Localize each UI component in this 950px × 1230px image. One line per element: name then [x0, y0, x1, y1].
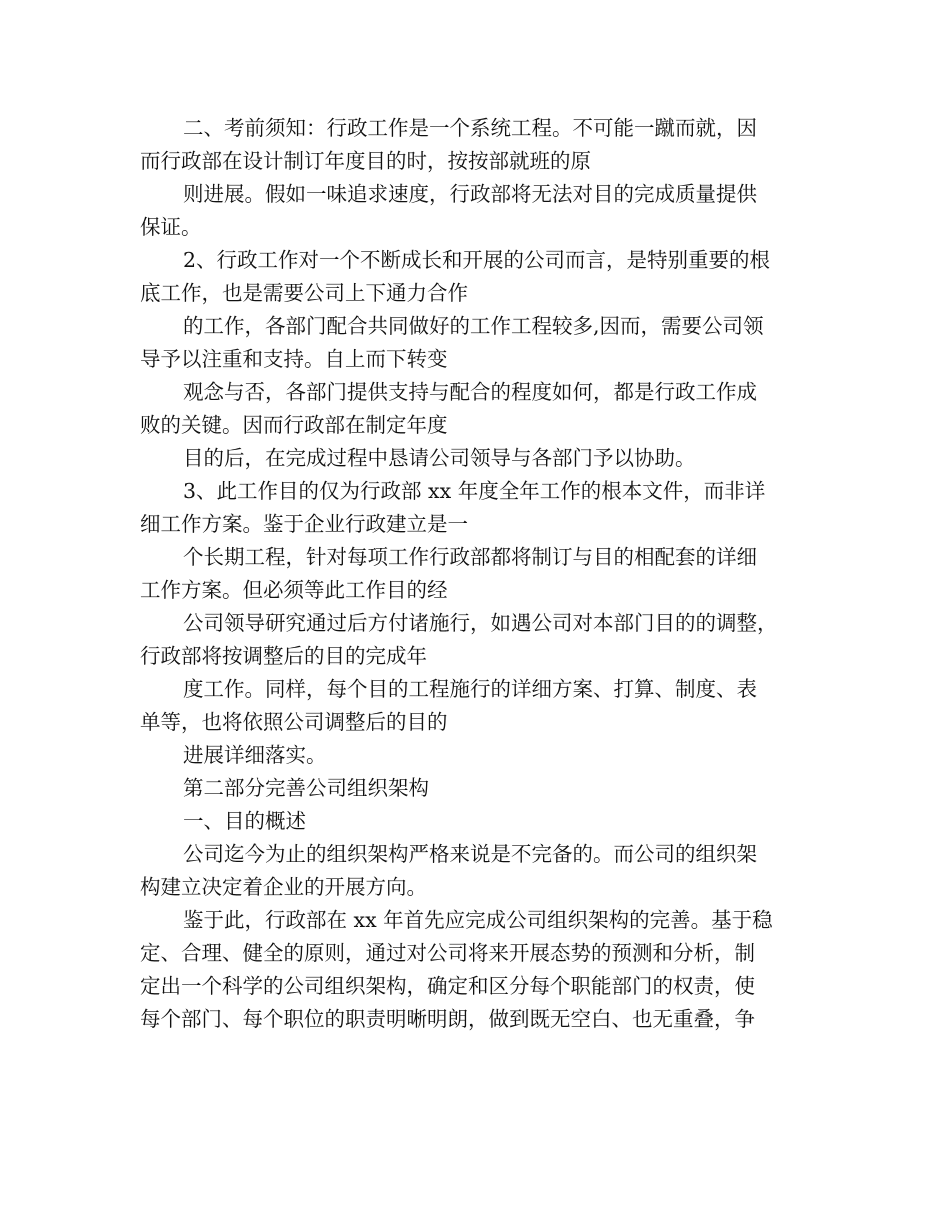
text-line: 底工作，也是需要公司上下通力合作	[140, 281, 468, 305]
text-line: 3、此工作目的仅为行政部 xx 年度全年工作的根本文件，而非详	[183, 479, 766, 503]
text-line: 的工作，各部门配合共同做好的工作工程较多,因而，需要公司领	[183, 314, 764, 338]
text-line: 观念与否，各部门提供支持与配合的程度如何，都是行政工作成	[183, 380, 757, 404]
text-line: 公司领导研究通过后方付诸施行，如遇公司对本部门目的的调整，	[183, 611, 778, 635]
text-line: 构建立决定着企业的开展方向。	[140, 875, 427, 899]
text-line: 一、目的概述	[183, 809, 306, 833]
text-line: 个长期工程，针对每项工作行政部都将制订与目的相配套的详细	[183, 545, 757, 569]
text-line: 公司迄今为止的组织架构严格来说是不完备的。而公司的组织架	[183, 842, 757, 866]
text-line: 败的关键。因而行政部在制定年度	[140, 413, 448, 437]
text-line: 第二部分完善公司组织架构	[183, 776, 429, 800]
text-line: 目的后，在完成过程中恳请公司领导与各部门予以协助。	[183, 446, 696, 470]
text-line: 度工作。同样，每个目的工程施行的详细方案、打算、制度、表	[183, 677, 757, 701]
text-line: 单等，也将依照公司调整后的目的	[140, 710, 448, 734]
text-line: 定出一个科学的公司组织架构，确定和区分每个职能部门的权责，使	[140, 974, 755, 998]
text-line: 细工作方案。鉴于企业行政建立是一	[140, 512, 468, 536]
text-line: 则进展。假如一味追求速度，行政部将无法对目的完成质量提供	[183, 182, 757, 206]
text-line: 2、行政工作对一个不断成长和开展的公司而言，是特别重要的根	[183, 248, 771, 272]
text-line: 二、考前须知：行政工作是一个系统工程。不可能一蹴而就，因	[183, 116, 757, 140]
text-line: 而行政部在设计制订年度目的时，按按部就班的原	[140, 149, 591, 173]
text-line: 行政部将按调整后的目的完成年	[140, 644, 427, 668]
text-line: 导予以注重和支持。自上而下转变	[140, 347, 448, 371]
text-line: 鉴于此，行政部在 xx 年首先应完成公司组织架构的完善。基于稳	[183, 908, 773, 932]
document-body	[140, 112, 820, 1036]
text-line: 每个部门、每个职位的职责明晰明朗，做到既无空白、也无重叠，争	[140, 1007, 755, 1031]
text-line: 定、合理、健全的原则，通过对公司将来开展态势的预测和分析，制	[140, 941, 755, 965]
text-line: 工作方案。但必须等此工作目的经	[140, 578, 448, 602]
text-line: 保证。	[140, 215, 202, 239]
text-line: 进展详细落实。	[183, 743, 327, 767]
